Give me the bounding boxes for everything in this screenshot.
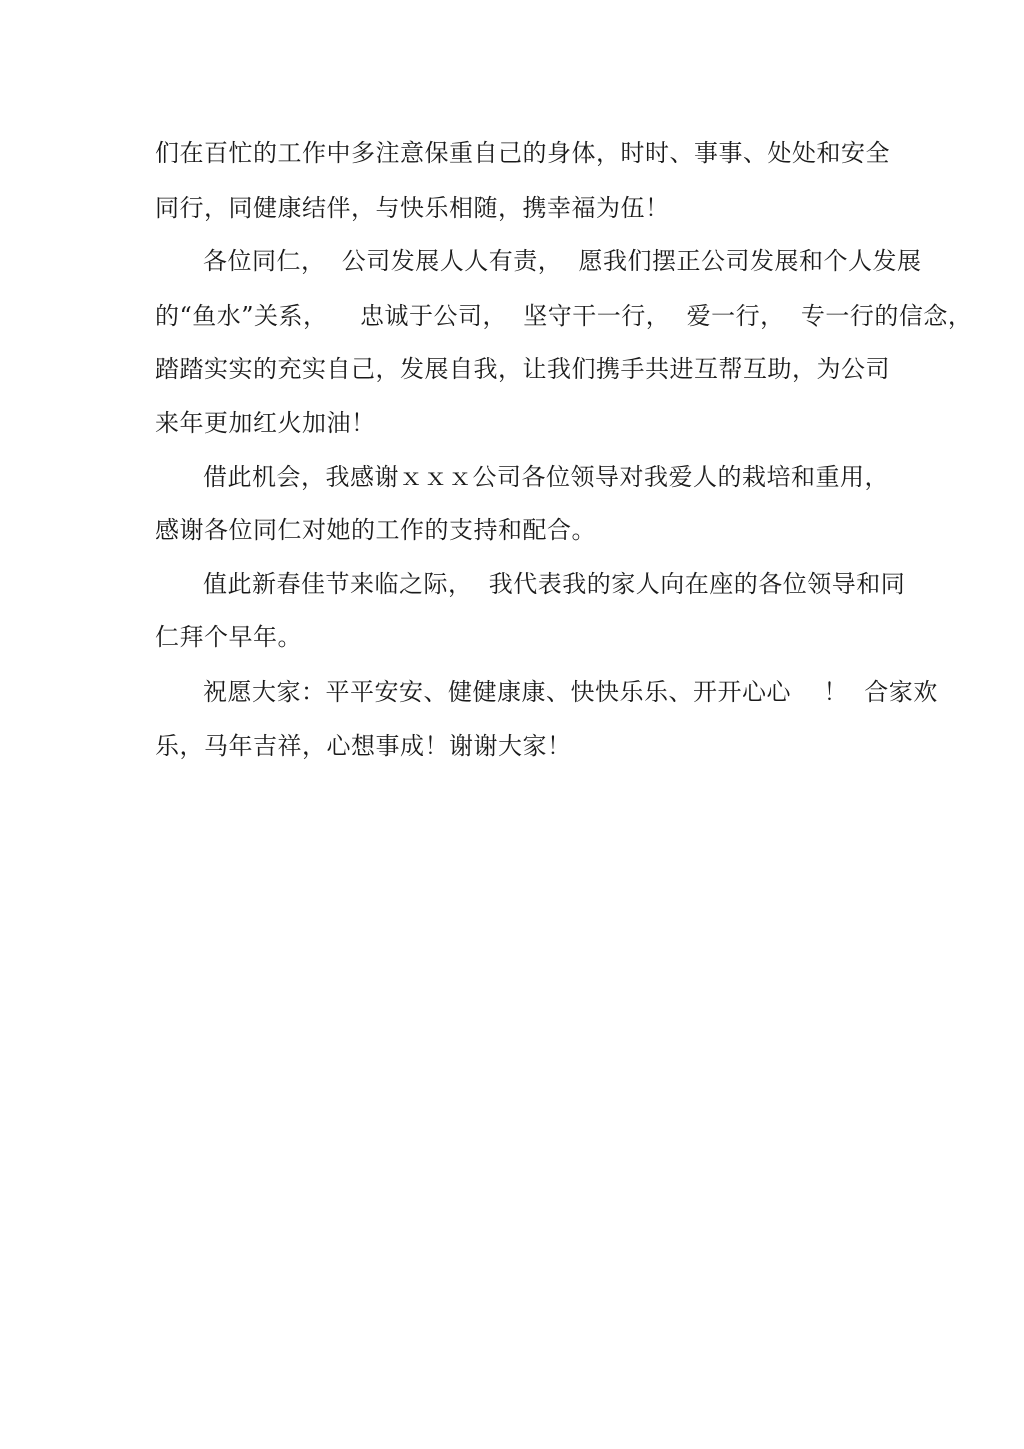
- body-text-line: 来年更加红火加油！: [155, 409, 376, 437]
- body-text-line: 踏踏实实的充实自己，发展自我，让我们携手共进互帮互助，为公司: [155, 355, 890, 383]
- body-text-line: 的“鱼水”关系， 忠诚于公司， 坚守干一行， 爱一行， 专一行的信念，: [155, 302, 973, 330]
- paragraph-start-line: 值此新春佳节来临之际， 我代表我的家人向在座的各位领导和同: [203, 570, 906, 598]
- body-text-line: 感谢各位同仁对她的工作的支持和配合。: [155, 516, 596, 544]
- body-text-line: 乐，马年吉祥，心想事成！谢谢大家！: [155, 732, 572, 760]
- body-text-line: 们在百忙的工作中多注意保重自己的身体，时时、事事、处处和安全: [155, 139, 890, 167]
- body-text-line: 同行，同健康结伴，与快乐相随，携幸福为伍！: [155, 194, 670, 222]
- paragraph-start-line: 借此机会，我感谢ｘｘｘ公司各位领导对我爱人的栽培和重用，: [203, 463, 889, 491]
- paragraph-start-line: 各位同仁， 公司发展人人有责， 愿我们摆正公司发展和个人发展: [203, 247, 922, 275]
- paragraph-start-line: 祝愿大家：平平安安、健健康康、快快乐乐、开开心心 ！ 合家欢: [203, 678, 938, 706]
- body-text-line: 仁拜个早年。: [155, 623, 302, 651]
